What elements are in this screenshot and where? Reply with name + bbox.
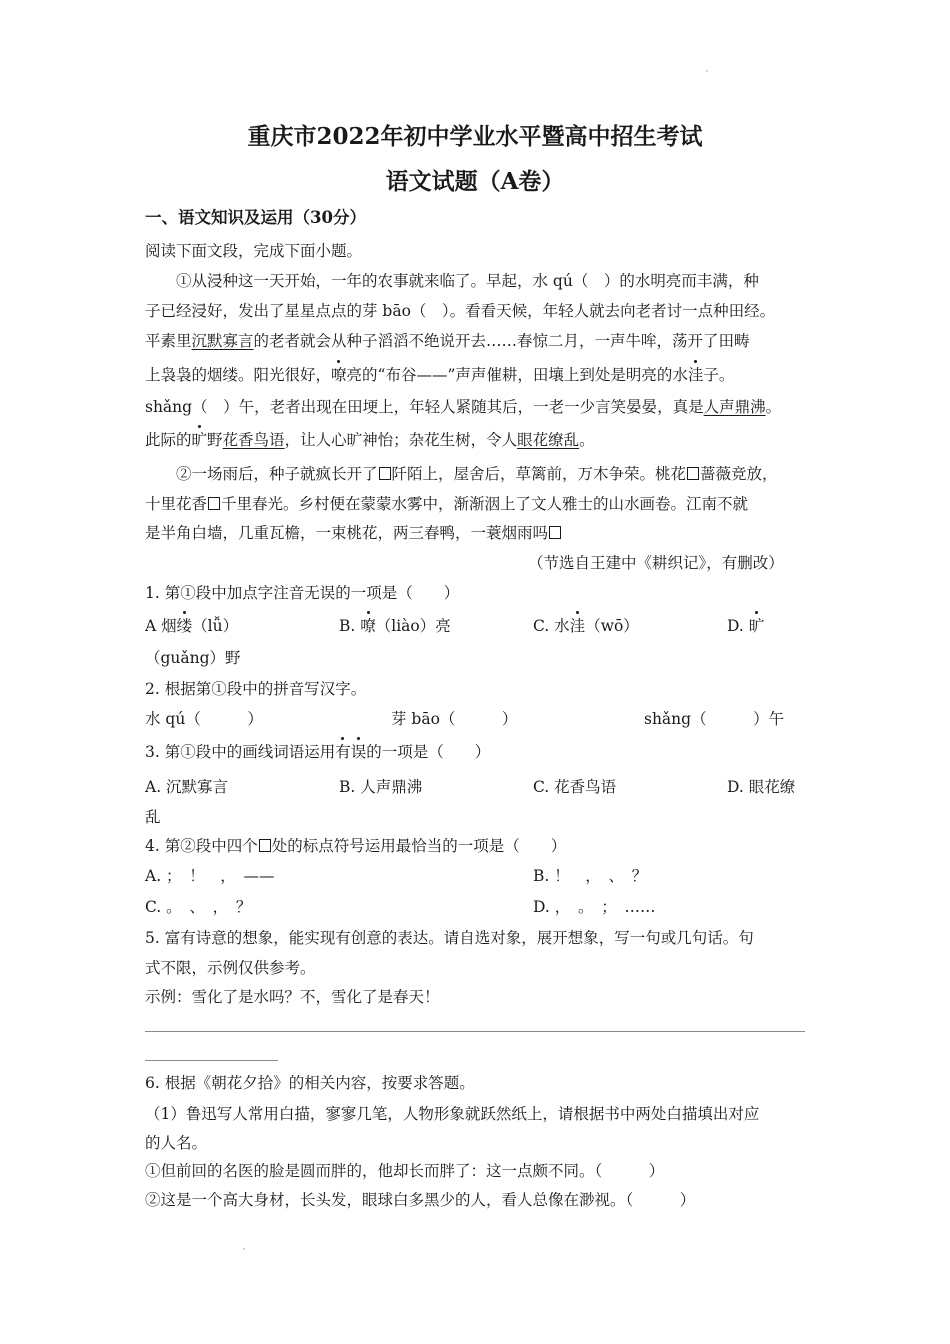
dotted-character: 有: [335, 743, 351, 761]
q1-option-c: [533, 616, 639, 636]
passage-text: 亮的“布谷——”声声催耕，田壤上到处是明亮的水: [346, 366, 688, 384]
passage-text: 。: [765, 398, 782, 416]
passage-text: 子。: [703, 366, 735, 384]
option-text: （wō）: [585, 617, 639, 635]
option-text: A 烟: [145, 617, 177, 635]
passage-text: 十里花香: [145, 495, 208, 513]
passage-text: 的老者就会从种子滔滔不绝说开去……春惊二月，一声牛哞，荡开了田畴: [253, 332, 750, 350]
q2-blank-2: 芽 bāo（ ）: [391, 710, 518, 728]
punctuation-blank-box: [549, 526, 561, 539]
passage-line: [145, 494, 748, 514]
answer-line[interactable]: [145, 1031, 805, 1032]
option-text: B.: [339, 617, 361, 635]
underlined-phrase: 人声鼎沸: [703, 398, 766, 416]
passage-line: [145, 397, 781, 417]
passage-text: 平素里: [145, 332, 192, 350]
option-text: D.: [727, 617, 749, 635]
scan-speck: [243, 1248, 245, 1250]
stem-text: 处的标点符号运用最恰当的一项是（ ）: [271, 837, 567, 855]
dotted-character: 旷: [191, 431, 208, 449]
q3-option-b: B. 人声鼎沸: [339, 778, 423, 796]
q1-option-d: [727, 616, 764, 636]
passage-text: 野: [207, 431, 223, 449]
dotted-character: 洼: [687, 366, 704, 384]
passage-line: ①从浸种这一天开始，一年的农事就来临了。早起，水 qú（ ）的水明亮而丰满，种: [176, 272, 759, 290]
q1-option-a: [145, 616, 238, 636]
punctuation-blank-box: [379, 467, 391, 480]
option-text: C. 水: [533, 617, 570, 635]
option-text: （liào）亮: [375, 617, 451, 635]
passage-text: 蔷薇竞放，: [700, 465, 778, 483]
scan-speck: [706, 70, 708, 72]
section-heading: 一、语文知识及运用（30分）: [145, 208, 366, 227]
passage-text: 上袅袅的烟缕。阳光很好，: [145, 366, 332, 384]
passage-line: [176, 464, 778, 484]
passage-text: ，让人心旷神怡；杂花生树，令人: [284, 431, 518, 449]
q1-option-d-continued: （guǎng）野: [145, 649, 241, 667]
question-6-sub1: （1）鲁迅写人常用白描，寥寥几笔，人物形象就跃然纸上，请根据书中两处白描填出对应: [145, 1105, 760, 1123]
punctuation-blank-box: [259, 839, 271, 852]
stem-text: 4. 第②段中四个: [145, 837, 258, 855]
question-4-stem: [145, 836, 566, 856]
passage-source: （节选自王建中《耕织记》，有删改）: [528, 554, 784, 572]
passage-line: [145, 430, 595, 450]
stem-text: 3. 第①段中的画线词语运用: [145, 743, 336, 761]
q2-blank-1: 水 qú（ ）: [145, 710, 263, 728]
question-5-stem-cont: 式不限，示例仅供参考。: [145, 959, 316, 977]
dotted-character: 嘹: [331, 366, 347, 384]
question-3-stem: [145, 742, 490, 762]
reading-instruction: 阅读下面文段，完成下面小题。: [145, 242, 363, 260]
passage-line: [145, 523, 562, 543]
passage-text: 。: [579, 431, 595, 449]
question-5-stem: 5. 富有诗意的想象，能实现有创意的表达。请自选对象，展开想象，写一句或几句话。句: [145, 929, 754, 947]
question-6-item-2: ②这是一个高大身材，长头发，眼球白多黑少的人，看人总像在渺视。（ ）: [145, 1191, 696, 1209]
option-text: （lǚ）: [192, 617, 239, 635]
passage-line: [145, 365, 734, 385]
q4-option-d: D. ， 。 ； ……: [533, 898, 656, 916]
q4-option-b: B. ！ ， 、 ？: [533, 867, 648, 885]
question-1-stem: 1. 第①段中加点字注音无误的一项是（ ）: [145, 584, 460, 602]
question-6-sub1-cont: 的人名。: [145, 1134, 208, 1152]
passage-text: 千里春光。乡村便在蒙蒙水雾中，渐渐洇上了文人雅士的山水画卷。江南不就: [221, 495, 749, 513]
passage-line: [145, 331, 750, 351]
passage-line: 子已经浸好，发出了星星点点的芽 bāo（ ）。看看天候，年轻人就去向老者讨一点种田经。: [145, 302, 776, 320]
q3-option-d-continued: 乱: [145, 808, 161, 826]
exam-subtitle: 语文试题（A卷）: [385, 168, 565, 195]
dotted-character: 缕: [176, 617, 193, 635]
passage-text: ②一场雨后，种子就疯长开了: [176, 465, 378, 483]
q3-option-d: D. 眼花缭: [727, 778, 796, 796]
q3-option-c: C. 花香鸟语: [533, 778, 617, 796]
dotted-character: 旷: [748, 617, 765, 635]
q1-option-b: [339, 616, 451, 636]
q4-option-c: C. 。 、 ， ？: [145, 898, 252, 916]
question-2-stem: 2. 根据第①段中的拼音写汉字。: [145, 680, 367, 698]
q4-option-a: A. ； ！ ， ——: [145, 867, 275, 885]
stem-text: 的一项是（ ）: [366, 743, 491, 761]
underlined-phrase: 沉默寡言: [191, 332, 254, 350]
passage-text: shǎng（ ）午，老者出现在田埂上，年轻人紧随其后，一老一少言笑晏晏，真是: [145, 398, 704, 416]
q2-blank-3: shǎng（ ）午: [644, 710, 785, 728]
dotted-character: 洼: [569, 617, 586, 635]
underlined-phrase: 眼花缭乱: [517, 431, 580, 449]
question-5-example: 示例：雪化了是水吗？不，雪化了是春天！: [145, 988, 440, 1006]
underlined-phrase: 花香鸟语: [222, 431, 285, 449]
punctuation-blank-box: [208, 497, 220, 510]
passage-text: 是半角白墙，几重瓦檐，一束桃花，两三春鸭，一蓑烟雨吗: [145, 524, 549, 542]
passage-text: 阡陌上，屋舍后，草篱前，万木争荣。桃花: [391, 465, 687, 483]
q3-option-a: A. 沉默寡言: [145, 778, 229, 796]
dotted-character: 误: [350, 743, 367, 761]
question-6-item-1: ①但前回的名医的脸是圆而胖的，他却长而胖了：这一点颇不同。（ ）: [145, 1162, 665, 1180]
answer-line[interactable]: [145, 1060, 278, 1061]
exam-title: 重庆市2022年初中学业水平暨高中招生考试: [247, 123, 703, 150]
dotted-character: 嘹: [360, 617, 376, 635]
question-6-stem: 6. 根据《朝花夕拾》的相关内容，按要求答题。: [145, 1074, 475, 1092]
passage-text: 此际的: [145, 431, 192, 449]
punctuation-blank-box: [687, 467, 699, 480]
